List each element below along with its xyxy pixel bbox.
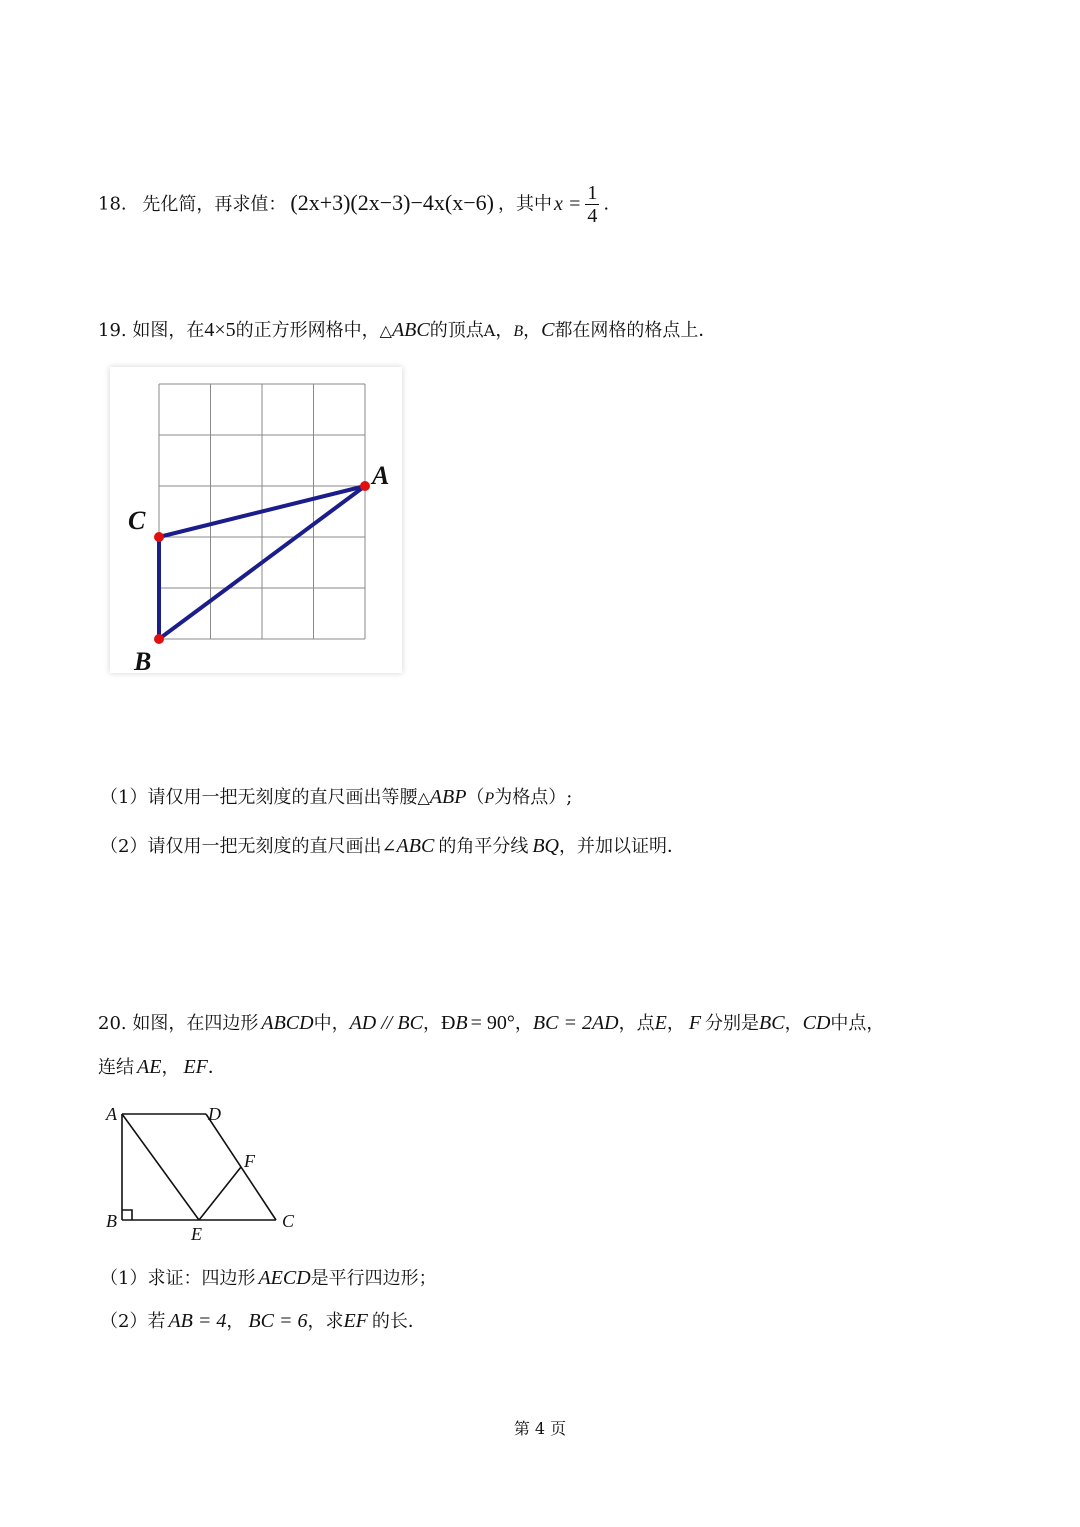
segment-ae — [122, 1114, 199, 1220]
q19-p2-number: （2） — [100, 836, 148, 857]
q20-point-f: F — [688, 1012, 702, 1034]
q20-l2-text: 连结 — [98, 1057, 134, 1078]
q19-p1-abp: ABP — [429, 786, 467, 808]
q20-eq-90: = 90° — [470, 1012, 515, 1034]
q20-text-1: 如图，在四边形 — [132, 1013, 259, 1034]
q20-cd: CD — [802, 1012, 831, 1034]
q20-part-1 — [100, 1266, 437, 1291]
question-19 — [98, 318, 716, 344]
q20-text-2: 中， — [313, 1013, 350, 1034]
q19-sep-2: ， — [523, 320, 542, 341]
triangle-symbol: △ — [379, 321, 392, 340]
question-18 — [98, 182, 609, 227]
q19-grid-figure — [110, 367, 402, 673]
q19-p1-text-3: 为格点）; — [494, 787, 573, 808]
q20-bc: BC — [759, 1012, 785, 1034]
triangle-symbol: △ — [417, 788, 430, 807]
q19-p1-text-2: （ — [466, 787, 485, 808]
q20-p2-ab: AB = 4 — [168, 1310, 227, 1332]
q20-bc-eq-2ad: BC = 2AD — [532, 1012, 619, 1034]
q20-p2-text-3: 的长． — [371, 1311, 426, 1332]
q18-number: 18. — [98, 193, 127, 215]
q20-p2-sep: ， — [226, 1311, 245, 1332]
q19-vertex-c: C — [541, 319, 555, 341]
vertex-a-dot — [360, 481, 370, 491]
q19-text-3: 的顶点 — [429, 320, 484, 341]
q20-point-e: E — [654, 1012, 667, 1034]
q20-p1-text-1: 求证：四边形 — [147, 1268, 256, 1289]
q20-l2-end: ． — [207, 1057, 226, 1078]
q20-angle-symbol: Ð — [440, 1012, 456, 1034]
q20-sep-5: ， — [161, 1057, 180, 1078]
right-angle-mark — [122, 1210, 132, 1220]
q19-p2-bq: BQ — [532, 835, 559, 857]
label-a: A — [372, 461, 390, 490]
q20-ad-parallel-bc: AD // BC — [349, 1012, 423, 1034]
q20-part-2 — [100, 1309, 426, 1334]
q20-p1-aecd: AECD — [258, 1267, 311, 1289]
q19-p1-text-1: 请仅用一把无刻度的直尺画出等腰 — [147, 787, 418, 808]
q18-fraction — [585, 182, 599, 227]
q18-fraction-denominator: 4 — [587, 205, 598, 227]
q18-var: x = — [553, 192, 582, 215]
label-f: F — [244, 1151, 255, 1171]
q18-end: . — [603, 193, 610, 215]
q19-vertex-b: B — [513, 323, 524, 340]
label-c: C — [282, 1211, 295, 1231]
q20-p1-number: （1） — [100, 1268, 148, 1289]
q20-angle-b: B — [455, 1012, 468, 1034]
q19-p2-text-3: ，并加以证明． — [559, 836, 685, 857]
q19-p2-text-2: 的角平分线 — [438, 836, 529, 857]
q20-ef: EF — [183, 1056, 208, 1078]
q20-sep-4: ， — [784, 1013, 803, 1034]
label-c: C — [128, 506, 146, 535]
q19-abc: ABC — [391, 319, 430, 341]
q19-text-1: 如图，在 — [132, 320, 205, 341]
q18-prefix: 先化简，再求值： — [142, 193, 287, 215]
q20-text-5: 中点， — [830, 1013, 885, 1034]
q20-sep-2: ， — [514, 1013, 533, 1034]
question-20-line-2 — [98, 1055, 226, 1080]
q20-sep-3: ， — [666, 1013, 685, 1034]
page-footer: 第 4 页 — [513, 1419, 567, 1438]
segment-ef — [199, 1167, 241, 1220]
q19-p1-number: （1） — [100, 787, 148, 808]
q20-sep-1: ， — [422, 1013, 441, 1034]
q19-part-2 — [100, 834, 685, 859]
label-b: B — [106, 1211, 117, 1231]
q19-grid-svg — [110, 367, 402, 673]
q20-p1-text-2: 是平行四边形； — [310, 1268, 437, 1289]
q19-p1-p: P — [484, 790, 495, 807]
q18-expression: (2x+3)(2x−3)−4x(x−6) — [290, 189, 494, 215]
q19-part-1 — [100, 785, 572, 811]
q20-p2-text-2: ，求 — [307, 1311, 344, 1332]
label-a: A — [106, 1104, 117, 1124]
q19-number: 19. — [98, 320, 127, 341]
q19-sep-1: ， — [495, 320, 514, 341]
q19-text-2: 的正方形网格中， — [235, 320, 380, 341]
q18-mid: ，其中 — [497, 193, 552, 215]
q20-number: 20. — [98, 1013, 127, 1034]
q20-text-3: ，点 — [618, 1013, 655, 1034]
vertex-c-dot — [154, 532, 164, 542]
q19-p2-text-1: 请仅用一把无刻度的直尺画出 — [147, 836, 382, 857]
q20-p2-ef: EF — [343, 1310, 368, 1332]
q19-text-4: 都在网格的格点上． — [554, 320, 717, 341]
question-20 — [98, 1011, 884, 1036]
q20-p2-number: （2） — [100, 1311, 148, 1332]
q19-grid-size: 4×5 — [204, 319, 236, 341]
label-b: B — [134, 647, 152, 673]
label-d: D — [208, 1104, 221, 1124]
q20-quadrilateral-figure — [100, 1100, 310, 1250]
q20-text-4: 分别是 — [705, 1013, 760, 1034]
q20-ae: AE — [137, 1056, 162, 1078]
q19-vertex-a: A — [483, 321, 496, 340]
q19-p2-abc: ABC — [396, 835, 435, 857]
q20-abcd: ABCD — [261, 1012, 314, 1034]
label-e: E — [191, 1224, 202, 1244]
vertex-b-dot — [154, 634, 164, 644]
angle-symbol: ∠ — [381, 836, 397, 857]
q20-p2-bc: BC = 6 — [248, 1310, 308, 1332]
q18-fraction-numerator: 1 — [587, 182, 598, 204]
q20-p2-text-1: 若 — [147, 1311, 166, 1332]
